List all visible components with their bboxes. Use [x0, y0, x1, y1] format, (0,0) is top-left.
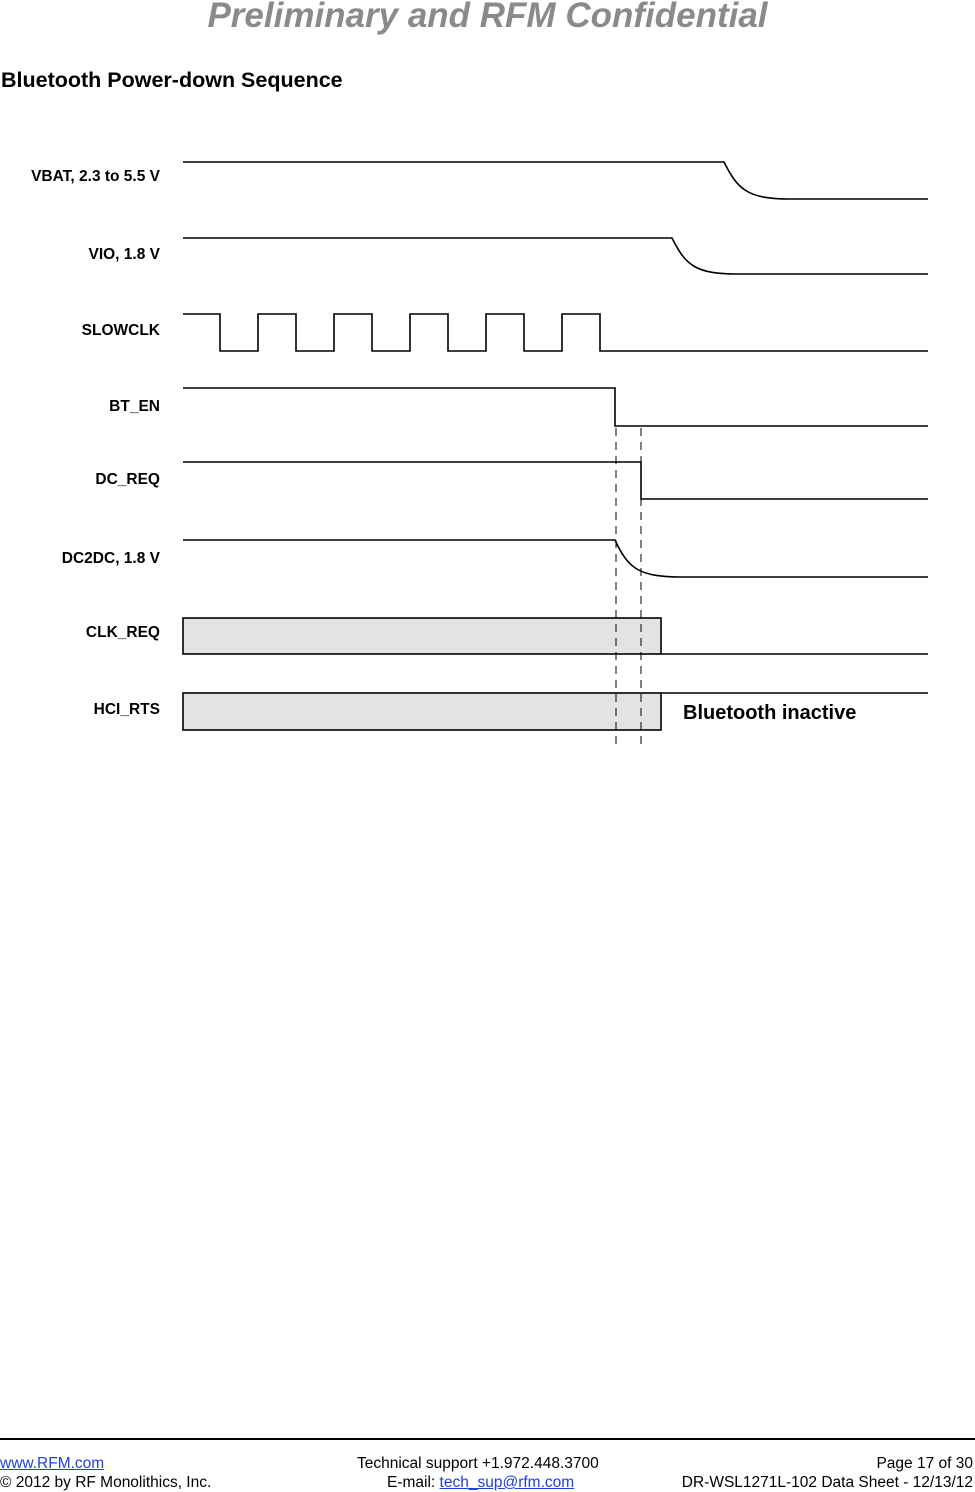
- footer-support: Technical support +1.972.448.3700: [357, 1455, 599, 1472]
- footer-website[interactable]: [0, 1455, 104, 1473]
- signal-label-vio: VIO, 1.8 V: [88, 246, 160, 263]
- signal-label-bt-en: BT_EN: [109, 398, 160, 415]
- footer-divider: [0, 1438, 975, 1440]
- waveform-vio: [183, 238, 928, 274]
- signal-label-dc-req: DC_REQ: [95, 471, 160, 488]
- signal-label-clk-req: CLK_REQ: [85, 624, 160, 641]
- email-label: E-mail:: [387, 1474, 440, 1491]
- waveform-vbat: [183, 162, 928, 199]
- bus-hci-rts: [183, 693, 661, 730]
- waveform-bt-en: [183, 388, 928, 426]
- website-link[interactable]: www.RFM.com: [0, 1455, 105, 1472]
- footer-email: [387, 1474, 574, 1492]
- confidential-banner: Preliminary and RFM Confidential: [207, 0, 768, 35]
- waveform-dc2dc: [183, 540, 928, 577]
- signal-label-vbat: VBAT, 2.3 to 5.5 V: [31, 168, 160, 185]
- waveform-slowclk: [183, 314, 928, 351]
- section-title: Bluetooth Power-down Sequence: [1, 68, 343, 92]
- bluetooth-inactive-annotation: Bluetooth inactive: [683, 702, 857, 724]
- signal-label-slowclk: SLOWCLK: [81, 322, 160, 339]
- email-link[interactable]: tech_sup@rfm.com: [439, 1474, 575, 1491]
- footer-doc-id: DR-WSL1271L-102 Data Sheet - 12/13/12: [681, 1474, 973, 1491]
- bus-clk-req: [183, 618, 661, 654]
- footer-page-number: Page 17 of 30: [876, 1455, 973, 1472]
- signal-label-hci-rts: HCI_RTS: [93, 701, 160, 718]
- waveform-dc-req: [183, 462, 928, 499]
- footer-copyright: © 2012 by RF Monolithics, Inc.: [0, 1474, 212, 1491]
- signal-label-dc2dc: DC2DC, 1.8 V: [61, 550, 160, 567]
